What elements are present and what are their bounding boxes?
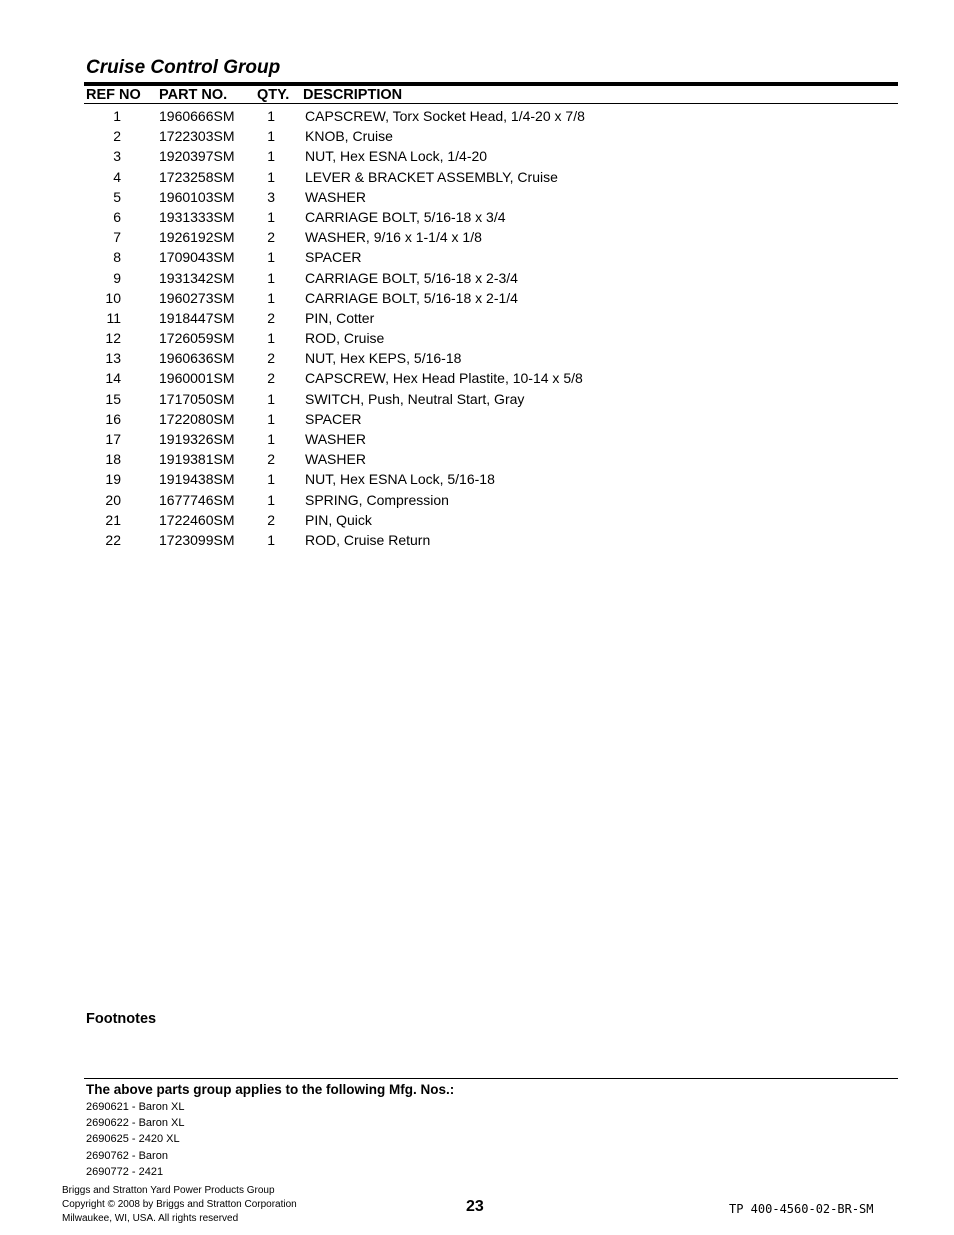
- description-cell: CARRIAGE BOLT, 5/16-18 x 2-1/4: [305, 289, 518, 306]
- ref-no-cell: 18: [105, 451, 121, 468]
- mfg-number-item: 2690625 - 2420 XL: [86, 1133, 180, 1146]
- ref-no-cell: 7: [113, 229, 121, 246]
- table-row: [0, 308, 954, 328]
- description-cell: CAPSCREW, Torx Socket Head, 1/4-20 x 7/8: [305, 108, 585, 124]
- applies-heading: The above parts group applies to the following Mfg. Nos.:: [86, 1082, 455, 1097]
- mfg-number-item: 2690772 - 2421: [86, 1165, 164, 1178]
- section-title: Cruise Control Group: [86, 57, 281, 78]
- ref-no-cell: 6: [113, 208, 121, 225]
- qty-cell: 2: [267, 309, 275, 326]
- qty-cell: 1: [267, 208, 275, 225]
- footer-company-line: Briggs and Stratton Yard Power Products Group: [62, 1185, 275, 1196]
- table-row: [0, 167, 954, 187]
- ref-no-cell: 13: [105, 350, 121, 367]
- part-no-cell: 1677746SM: [159, 491, 235, 508]
- ref-no-cell: 2: [113, 128, 121, 145]
- description-cell: ROD, Cruise Return: [305, 531, 431, 548]
- mfg-number-item: 2690762 - Baron: [86, 1149, 168, 1162]
- part-no-cell: 1919326SM: [159, 431, 235, 447]
- ref-no-cell: 14: [105, 370, 121, 387]
- parts-table-body: [0, 106, 954, 550]
- mfg-number-list: [86, 1100, 184, 1181]
- description-cell: WASHER: [305, 188, 366, 205]
- applies-divider: [84, 1078, 898, 1079]
- table-row: [0, 530, 954, 550]
- description-cell: NUT, Hex ESNA Lock, 5/16-18: [305, 471, 495, 488]
- table-header-row: [0, 86, 954, 104]
- table-row: [0, 510, 954, 530]
- description-cell: WASHER, 9/16 x 1-1/4 x 1/8: [305, 229, 482, 246]
- qty-cell: 2: [267, 370, 275, 387]
- part-no-cell: 1722303SM: [159, 128, 235, 145]
- part-no-cell: 1926192SM: [159, 229, 235, 246]
- part-no-cell: 1722080SM: [159, 410, 235, 427]
- part-no-cell: 1919381SM: [159, 451, 235, 468]
- qty-cell: 1: [267, 390, 275, 407]
- part-no-cell: 1726059SM: [159, 330, 235, 347]
- description-cell: CARRIAGE BOLT, 5/16-18 x 2-3/4: [305, 269, 518, 286]
- description-cell: CARRIAGE BOLT, 5/16-18 x 3/4: [305, 208, 506, 225]
- description-cell: SPRING, Compression: [305, 491, 449, 508]
- footer-copyright-line: Copyright © 2008 by Briggs and Stratton Corporation: [62, 1199, 297, 1210]
- table-row: [0, 227, 954, 247]
- ref-no-cell: 10: [105, 289, 121, 306]
- table-row: [0, 106, 954, 126]
- ref-no-cell: 3: [113, 148, 121, 165]
- ref-no-cell: 20: [105, 491, 121, 508]
- description-cell: ROD, Cruise: [305, 330, 385, 347]
- description-cell: KNOB, Cruise: [305, 128, 393, 145]
- column-header-qty: QTY.: [257, 87, 290, 103]
- qty-cell: 1: [267, 168, 275, 185]
- ref-no-cell: 17: [105, 431, 121, 447]
- qty-cell: 1: [267, 410, 275, 427]
- ref-no-cell: 19: [105, 471, 121, 488]
- part-no-cell: 1717050SM: [159, 390, 235, 407]
- description-cell: SPACER: [305, 410, 362, 427]
- part-no-cell: 1960273SM: [159, 289, 235, 306]
- part-no-cell: 1722460SM: [159, 511, 235, 528]
- part-no-cell: 1931333SM: [159, 208, 235, 225]
- table-row: [0, 146, 954, 166]
- table-row: [0, 368, 954, 388]
- page-number: 23: [466, 1198, 484, 1215]
- ref-no-cell: 22: [105, 531, 121, 548]
- part-no-cell: 1960636SM: [159, 350, 235, 367]
- description-cell: NUT, Hex KEPS, 5/16-18: [305, 350, 462, 367]
- description-cell: WASHER: [305, 431, 366, 447]
- column-header-part-no: PART NO.: [159, 87, 228, 103]
- ref-no-cell: 5: [113, 188, 121, 205]
- table-row: [0, 247, 954, 267]
- part-no-cell: 1723099SM: [159, 531, 235, 548]
- description-cell: SPACER: [305, 249, 362, 266]
- qty-cell: 1: [267, 249, 275, 266]
- qty-cell: 1: [267, 531, 275, 548]
- table-row: [0, 389, 954, 409]
- header-divider: [84, 103, 898, 104]
- ref-no-cell: 21: [105, 511, 121, 528]
- ref-no-cell: 4: [113, 168, 121, 185]
- ref-no-cell: 12: [105, 330, 121, 347]
- description-cell: PIN, Cotter: [305, 309, 375, 326]
- part-no-cell: 1918447SM: [159, 309, 235, 326]
- table-row: [0, 429, 954, 449]
- column-header-ref-no: REF NO: [86, 87, 141, 103]
- table-row: [0, 207, 954, 227]
- description-cell: CAPSCREW, Hex Head Plastite, 10-14 x 5/8: [305, 370, 583, 387]
- table-row: [0, 469, 954, 489]
- description-cell: SWITCH, Push, Neutral Start, Gray: [305, 390, 525, 407]
- part-no-cell: 1723258SM: [159, 168, 235, 185]
- table-row: [0, 348, 954, 368]
- ref-no-cell: 15: [105, 390, 121, 407]
- table-row: [0, 268, 954, 288]
- table-row: [0, 449, 954, 469]
- description-cell: WASHER: [305, 451, 366, 468]
- table-row: [0, 187, 954, 207]
- part-no-cell: 1960103SM: [159, 188, 235, 205]
- ref-no-cell: 9: [113, 269, 121, 286]
- ref-no-cell: 11: [106, 309, 121, 326]
- part-no-cell: 1920397SM: [159, 148, 235, 165]
- qty-cell: 1: [267, 471, 275, 488]
- table-row: [0, 328, 954, 348]
- part-no-cell: 1960666SM: [159, 108, 235, 124]
- qty-cell: 2: [267, 229, 275, 246]
- table-row: [0, 126, 954, 146]
- mfg-number-item: 2690622 - Baron XL: [86, 1117, 185, 1130]
- table-row: [0, 288, 954, 308]
- part-no-cell: 1931342SM: [159, 269, 235, 286]
- table-row: [0, 490, 954, 510]
- qty-cell: 2: [267, 451, 275, 468]
- part-no-cell: 1709043SM: [159, 249, 235, 266]
- qty-cell: 3: [267, 188, 275, 205]
- ref-no-cell: 1: [113, 108, 121, 124]
- description-cell: LEVER & BRACKET ASSEMBLY, Cruise: [305, 168, 558, 185]
- description-cell: NUT, Hex ESNA Lock, 1/4-20: [305, 148, 488, 165]
- qty-cell: 1: [267, 491, 275, 508]
- ref-no-cell: 16: [105, 410, 121, 427]
- footer-address-line: Milwaukee, WI, USA. All rights reserved: [62, 1213, 239, 1224]
- footer-company-block: [62, 1184, 297, 1226]
- qty-cell: 1: [267, 431, 275, 447]
- description-cell: PIN, Quick: [305, 511, 372, 528]
- table-row: [0, 409, 954, 429]
- mfg-number-item: 2690621 - Baron XL: [86, 1101, 185, 1113]
- qty-cell: 2: [267, 511, 275, 528]
- qty-cell: 1: [267, 330, 275, 347]
- part-no-cell: 1919438SM: [159, 471, 235, 488]
- document-code: TP 400-4560-02-BR-SM: [729, 1202, 874, 1216]
- qty-cell: 1: [267, 108, 275, 124]
- qty-cell: 1: [267, 148, 275, 165]
- qty-cell: 1: [267, 269, 275, 286]
- ref-no-cell: 8: [113, 249, 121, 266]
- qty-cell: 1: [267, 128, 275, 145]
- qty-cell: 1: [267, 289, 275, 306]
- part-no-cell: 1960001SM: [159, 370, 235, 387]
- qty-cell: 2: [267, 350, 275, 367]
- column-header-description: DESCRIPTION: [303, 87, 403, 103]
- footnotes-heading: Footnotes: [86, 1011, 157, 1027]
